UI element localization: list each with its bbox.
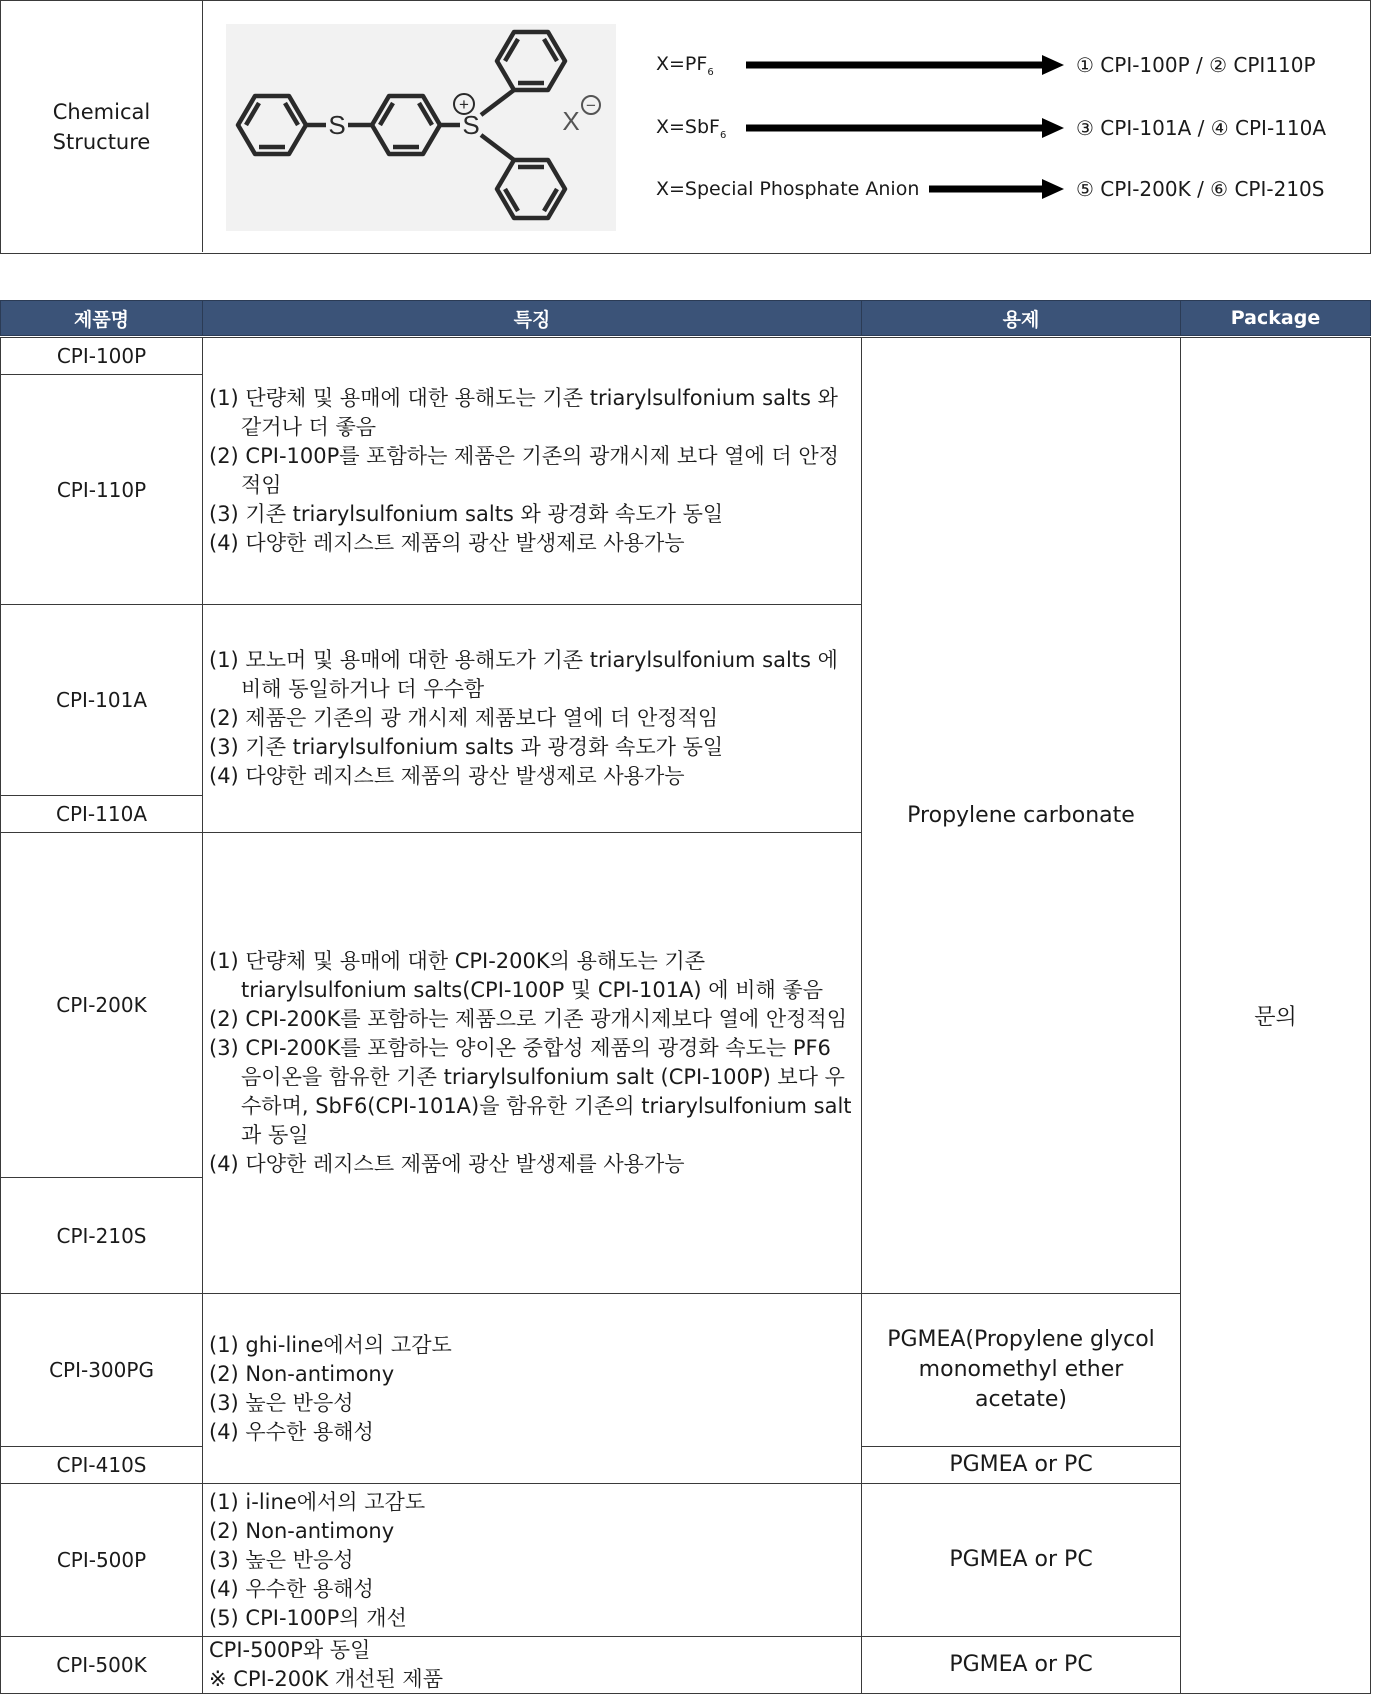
solvent-cell: Propylene carbonate — [861, 337, 1181, 1294]
product-name-cell: CPI-210S — [0, 1177, 203, 1294]
features-list — [209, 1488, 425, 1633]
feature-item: (3) 높은 반응성 — [209, 1390, 354, 1415]
feature-item: (1) 단량체 및 용매에 대한 CPI-200K의 용해도는 기존 triarylsulfonium salts(CPI-100P 및 CPI-101A) 에 비해 좋음 — [209, 949, 824, 1002]
package-cell: 문의 — [1180, 337, 1371, 1694]
product-name-cell: CPI-410S — [0, 1446, 203, 1484]
anion-row-pf6 — [656, 50, 714, 80]
negative-charge-label: − — [586, 96, 596, 115]
feature-item: (1) i-line에서의 고감도 — [209, 1489, 426, 1514]
anion-row-special-phosphate — [656, 174, 919, 204]
solvent-cell: PGMEA(Propylene glycol monomethyl ether acetate) — [861, 1293, 1181, 1447]
feature-item: (5) CPI-100P의 개선 — [209, 1605, 407, 1630]
product-name-cell: CPI-101A — [0, 604, 203, 796]
header-product-name: 제품명 — [0, 300, 203, 336]
anion-label: X=SbF$_6$ — [656, 115, 727, 141]
feature-item: (1) ghi-line에서의 고감도 — [209, 1332, 452, 1357]
feature-item: (1) 단량체 및 용매에 대한 용해도는 기존 triarylsulfonium salts 와 같거나 더 좋음 — [209, 386, 838, 439]
features-cell — [202, 337, 862, 605]
features-cell — [202, 604, 862, 833]
anion-label: $X=PF_6$ — [656, 52, 714, 78]
feature-item: (2) CPI-100P를 포함하는 제품은 기존의 광개시제 보다 열에 더 안정적임 — [209, 444, 839, 497]
feature-item: CPI-500P와 동일 — [209, 1638, 371, 1662]
positive-charge-label: + — [459, 95, 469, 114]
feature-item: (3) 기존 triarylsulfonium salts 과 광경화 속도가 동일 — [209, 735, 724, 759]
header-package: Package — [1180, 300, 1371, 336]
feature-item: (4) 다양한 레지스트 제품의 광산 발생제로 사용가능 — [209, 764, 685, 788]
arrow-icon — [746, 113, 1066, 143]
feature-item: (3) 기존 triarylsulfonium salts 와 광경화 속도가 동일 — [209, 502, 724, 526]
product-name-cell: CPI-110P — [0, 374, 203, 605]
features-cell — [202, 832, 862, 1294]
header-features: 특징 — [202, 300, 862, 336]
anion-row-sbf6 — [656, 113, 726, 143]
feature-item: (4) 다양한 레지스트 제품에 광산 발생제를 사용가능 — [209, 1152, 685, 1176]
structure-label: Chemical Structure — [52, 99, 151, 154]
solvent-cell: PGMEA or PC — [861, 1636, 1181, 1694]
features-list — [209, 646, 855, 791]
feature-item: ※ CPI-200K 개선된 제품 — [209, 1667, 444, 1691]
structure-label-cell — [1, 1, 203, 252]
feature-item: (2) Non-antimony — [209, 1361, 395, 1386]
product-name-cell: CPI-500P — [0, 1483, 203, 1637]
features-list — [209, 1636, 443, 1694]
feature-item: (2) 제품은 기존의 광 개시제 제품보다 열에 더 안정적임 — [209, 706, 719, 730]
header-solvent: 용제 — [861, 300, 1181, 336]
anion-products: ① CPI-100P / ② CPI110P — [1076, 53, 1316, 77]
product-table — [0, 300, 1371, 1694]
feature-item: (2) Non-antimony — [209, 1518, 395, 1543]
product-name-cell: CPI-110A — [0, 795, 203, 833]
arrow-icon — [929, 174, 1069, 204]
sulfur-atom-label: S — [328, 110, 346, 140]
features-list — [209, 947, 855, 1179]
product-name-cell: CPI-200K — [0, 832, 203, 1178]
feature-item: (2) CPI-200K를 포함하는 제품으로 기존 광개시제보다 열에 안정적임 — [209, 1007, 848, 1031]
anion-products: ⑤ CPI-200K / ⑥ CPI-210S — [1076, 177, 1325, 201]
features-cell — [202, 1293, 862, 1484]
features-list — [209, 384, 855, 558]
feature-item: (4) 우수한 용해성 — [209, 1419, 374, 1444]
feature-item: (1) 모노머 및 용매에 대한 용해도가 기존 triarylsulfonium salts 에 비해 동일하거나 더 우수함 — [209, 648, 838, 701]
chemical-structure-box — [0, 0, 1371, 254]
features-list — [209, 1331, 452, 1447]
feature-item: (3) 높은 반응성 — [209, 1547, 354, 1572]
features-cell — [202, 1483, 862, 1637]
product-name-cell: CPI-500K — [0, 1636, 203, 1694]
anion-products: ③ CPI-101A / ④ CPI-110A — [1076, 116, 1327, 140]
feature-item: (3) CPI-200K를 포함하는 양이온 중합성 제품의 광경화 속도는 PF6 음이온을 함유한 기존 triarylsulfonium salt (CPI-100P) 보다 우수하며, SbF6(CPI-101A)을 함유한 기존의 triarylsulfonium salt 과 동일 — [209, 1036, 852, 1147]
molecule-diagram — [226, 24, 616, 231]
molecule-svg — [226, 24, 616, 231]
anion-label: X=Special Phosphate Anion — [656, 178, 920, 200]
feature-item: (4) 다양한 레지스트 제품의 광산 발생제로 사용가능 — [209, 531, 685, 555]
solvent-cell: PGMEA or PC — [861, 1446, 1181, 1484]
anion-x-label: X — [562, 106, 580, 136]
product-name-cell: CPI-300PG — [0, 1293, 203, 1447]
features-cell — [202, 1636, 862, 1694]
sulfonium-atom-label: S — [462, 110, 480, 140]
product-name-cell: CPI-100P — [0, 337, 203, 375]
feature-item: (4) 우수한 용해성 — [209, 1576, 374, 1601]
solvent-cell: PGMEA or PC — [861, 1483, 1181, 1637]
arrow-icon — [746, 50, 1066, 80]
